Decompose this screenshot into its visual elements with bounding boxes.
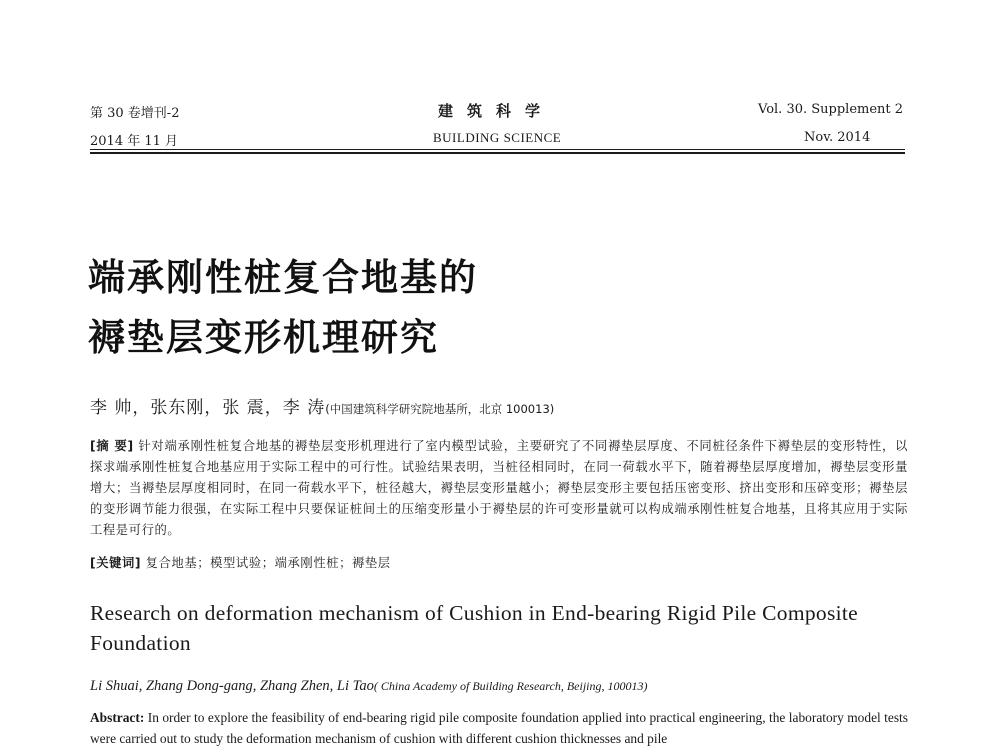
affiliation-cn: (中国建筑科学研究院地基所，北京 100013) xyxy=(325,402,555,416)
abstract-en-label: Abstract: xyxy=(90,710,145,725)
abstract-cn xyxy=(90,436,908,541)
authors-en: Li Shuai, Zhang Dong-gang, Zhang Zhen, Li Tao xyxy=(90,678,374,694)
header-date-cn: 2014 年 11 月 xyxy=(90,134,179,149)
keywords-cn-text: 复合地基；模型试验；端承刚性桩；褥垫层 xyxy=(145,556,391,570)
abstract-cn-text: 针对端承刚性桩复合地基的褥垫层变形机理进行了室内模型试验，主要研究了不同褥垫层厚度、不同桩径条件下褥垫层的变形特性，以探求端承刚性桩复合地基应用于实际工程中的可行性。试验结果表明，当桩径相同时，在同一荷载水平下，随着褥垫层厚度增加，褥垫层变形量增大；当褥垫层厚度相同时，在同一荷载水平下，桩径越大，褥垫层变形量越小；褥垫层变形主要包括压密变形、挤出变形和压碎变形；褥垫层的变形调节能力很强，在实际工程中只要保证桩间土的压缩变形量小于褥垫层的许可变形量就可以构成端承刚性桩复合地基，且将其应用于实际工程是可行的。 xyxy=(90,439,908,537)
abstract-en-text: In order to explore the feasibility of end-bearing rigid pile composite foundation applied into practical engineering, the laboratory model tests were carried out to study the deformation mechanism of cushion with different cushion thicknesses and pile xyxy=(90,710,908,746)
header-volume-en: Vol. 30. Supplement 2 xyxy=(758,102,904,117)
title-cn-line2: 褥垫层变形机理研究 xyxy=(88,316,439,359)
header-journal-cn: 建筑科学 xyxy=(438,102,555,120)
header-rule-thin xyxy=(90,149,905,150)
header-rule-thick xyxy=(90,152,905,154)
affiliation-en: ( China Academy of Building Research, Beijing, 100013) xyxy=(373,679,648,693)
keywords-cn xyxy=(90,553,391,571)
abstract-cn-label: [摘 要] xyxy=(90,439,134,453)
header-date-en: Nov. 2014 xyxy=(804,130,871,145)
title-cn-line1: 端承刚性桩复合地基的 xyxy=(88,256,478,299)
authors-cn: 李 帅，张东刚，张 震，李 涛 xyxy=(90,398,326,418)
header-volume-cn: 第 30 卷增刊-2 xyxy=(90,106,180,121)
keywords-cn-label: [关键词] xyxy=(90,556,142,570)
header-journal-en: BUILDING SCIENCE xyxy=(433,130,562,145)
authors-en-line xyxy=(90,675,648,695)
abstract-en xyxy=(90,707,908,749)
title-en: Research on deformation mechanism of Cushion in End-bearing Rigid Pile Composite Foundation xyxy=(90,601,859,655)
authors-cn-line xyxy=(90,393,554,418)
